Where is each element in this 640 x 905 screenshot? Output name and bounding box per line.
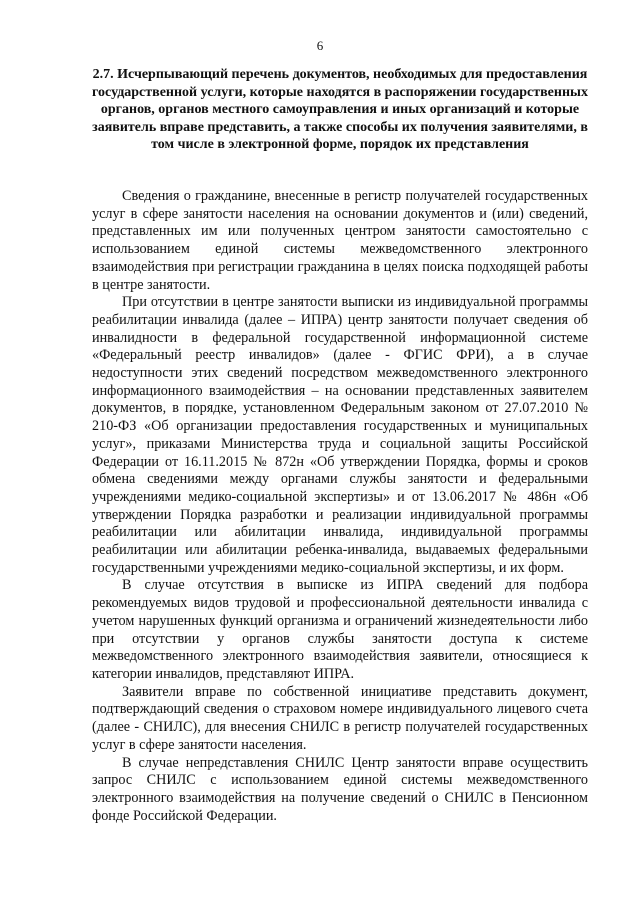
paragraph-snils-request: В случае непредставления СНИЛС Центр занятости вправе осуществить запрос СНИЛС с использованием единой системы межведомственного электронного взаимодействия на получение сведений о СНИЛС в Пенсионном фонде Российской Федерации. (92, 754, 588, 824)
paragraph-snils-voluntary: Заявители вправе по собственной инициативе представить документ, подтверждающий сведения о страховом номере индивидуального лицевого счета (далее - СНИЛС), для внесения СНИЛС в регистр получателей государственных услуг в сфере занятости населения. (92, 683, 588, 753)
paragraph-registry-info: Сведения о гражданине, внесенные в регистр получателей государственных услуг в сфере занятости населения на основании документов и (или) сведений, представленных им или полученных центром занятости самостоятельно с использованием единой системы межведомственного электронного взаимодействия при регистрации гражданина в целях поиска подходящей работы в центре занятости. (92, 188, 588, 293)
paragraph-ipra-missing-info: В случае отсутствия в выписке из ИПРА сведений для подбора рекомендуемых видов трудовой и профессиональной деятельности инвалида с учетом нарушенных функций организма и ограничений жизнедеятельности либо при отсутствии у органов службы занятости доступа к системе межведомственного электронного взаимодействия заявители, относящиеся к категории инвалидов, представляют ИПРА. (92, 577, 588, 682)
section-heading: 2.7. Исчерпывающий перечень документов, необходимых для предоставления государственной услуги, которые находятся в распоряжении государственных органов, органов местного самоуправления и иных организаций и которые заявитель вправе представить, а также способы их получения заявителями, в том числе в электронной форме, порядок их представления (92, 67, 588, 152)
paragraph-ipra-absence: При отсутствии в центре занятости выписки из индивидуальной программы реабилитации инвалида (далее – ИПРА) центр занятости получает сведения об инвалидности в федеральной государственной информационной системе «Федеральный реестр инвалидов» (далее - ФГИС ФРИ), а в случае недоступности этих сведений посредством межведомственного электронного информационного взаимодействия – на основании представленных заявителем документов, в порядке, установленном Федеральным законом от 27.07.2010 № 210-ФЗ «Об организации предоставления государственных и муниципальных услуг», приказами Министерства труда и социальной защиты Российской Федерации от 16.11.2015 № 872н «Об утверждении Порядка, формы и сроков обмена сведениями между органами службы занятости и федеральными учреждениями медико-социальной экспертизы» и от 13.06.2017 № 486н «Об утверждении Порядка разработки и реализации индивидуальной программы реабилитации или абилитации инвалида, индивидуальной программы реабилитации или абилитации ребенка-инвалида, выдаваемых федеральными государственными учреждениями медико-социальной экспертизы, и их форм. (92, 294, 588, 576)
page-number: 6 (316, 38, 324, 53)
section-body (92, 188, 588, 825)
